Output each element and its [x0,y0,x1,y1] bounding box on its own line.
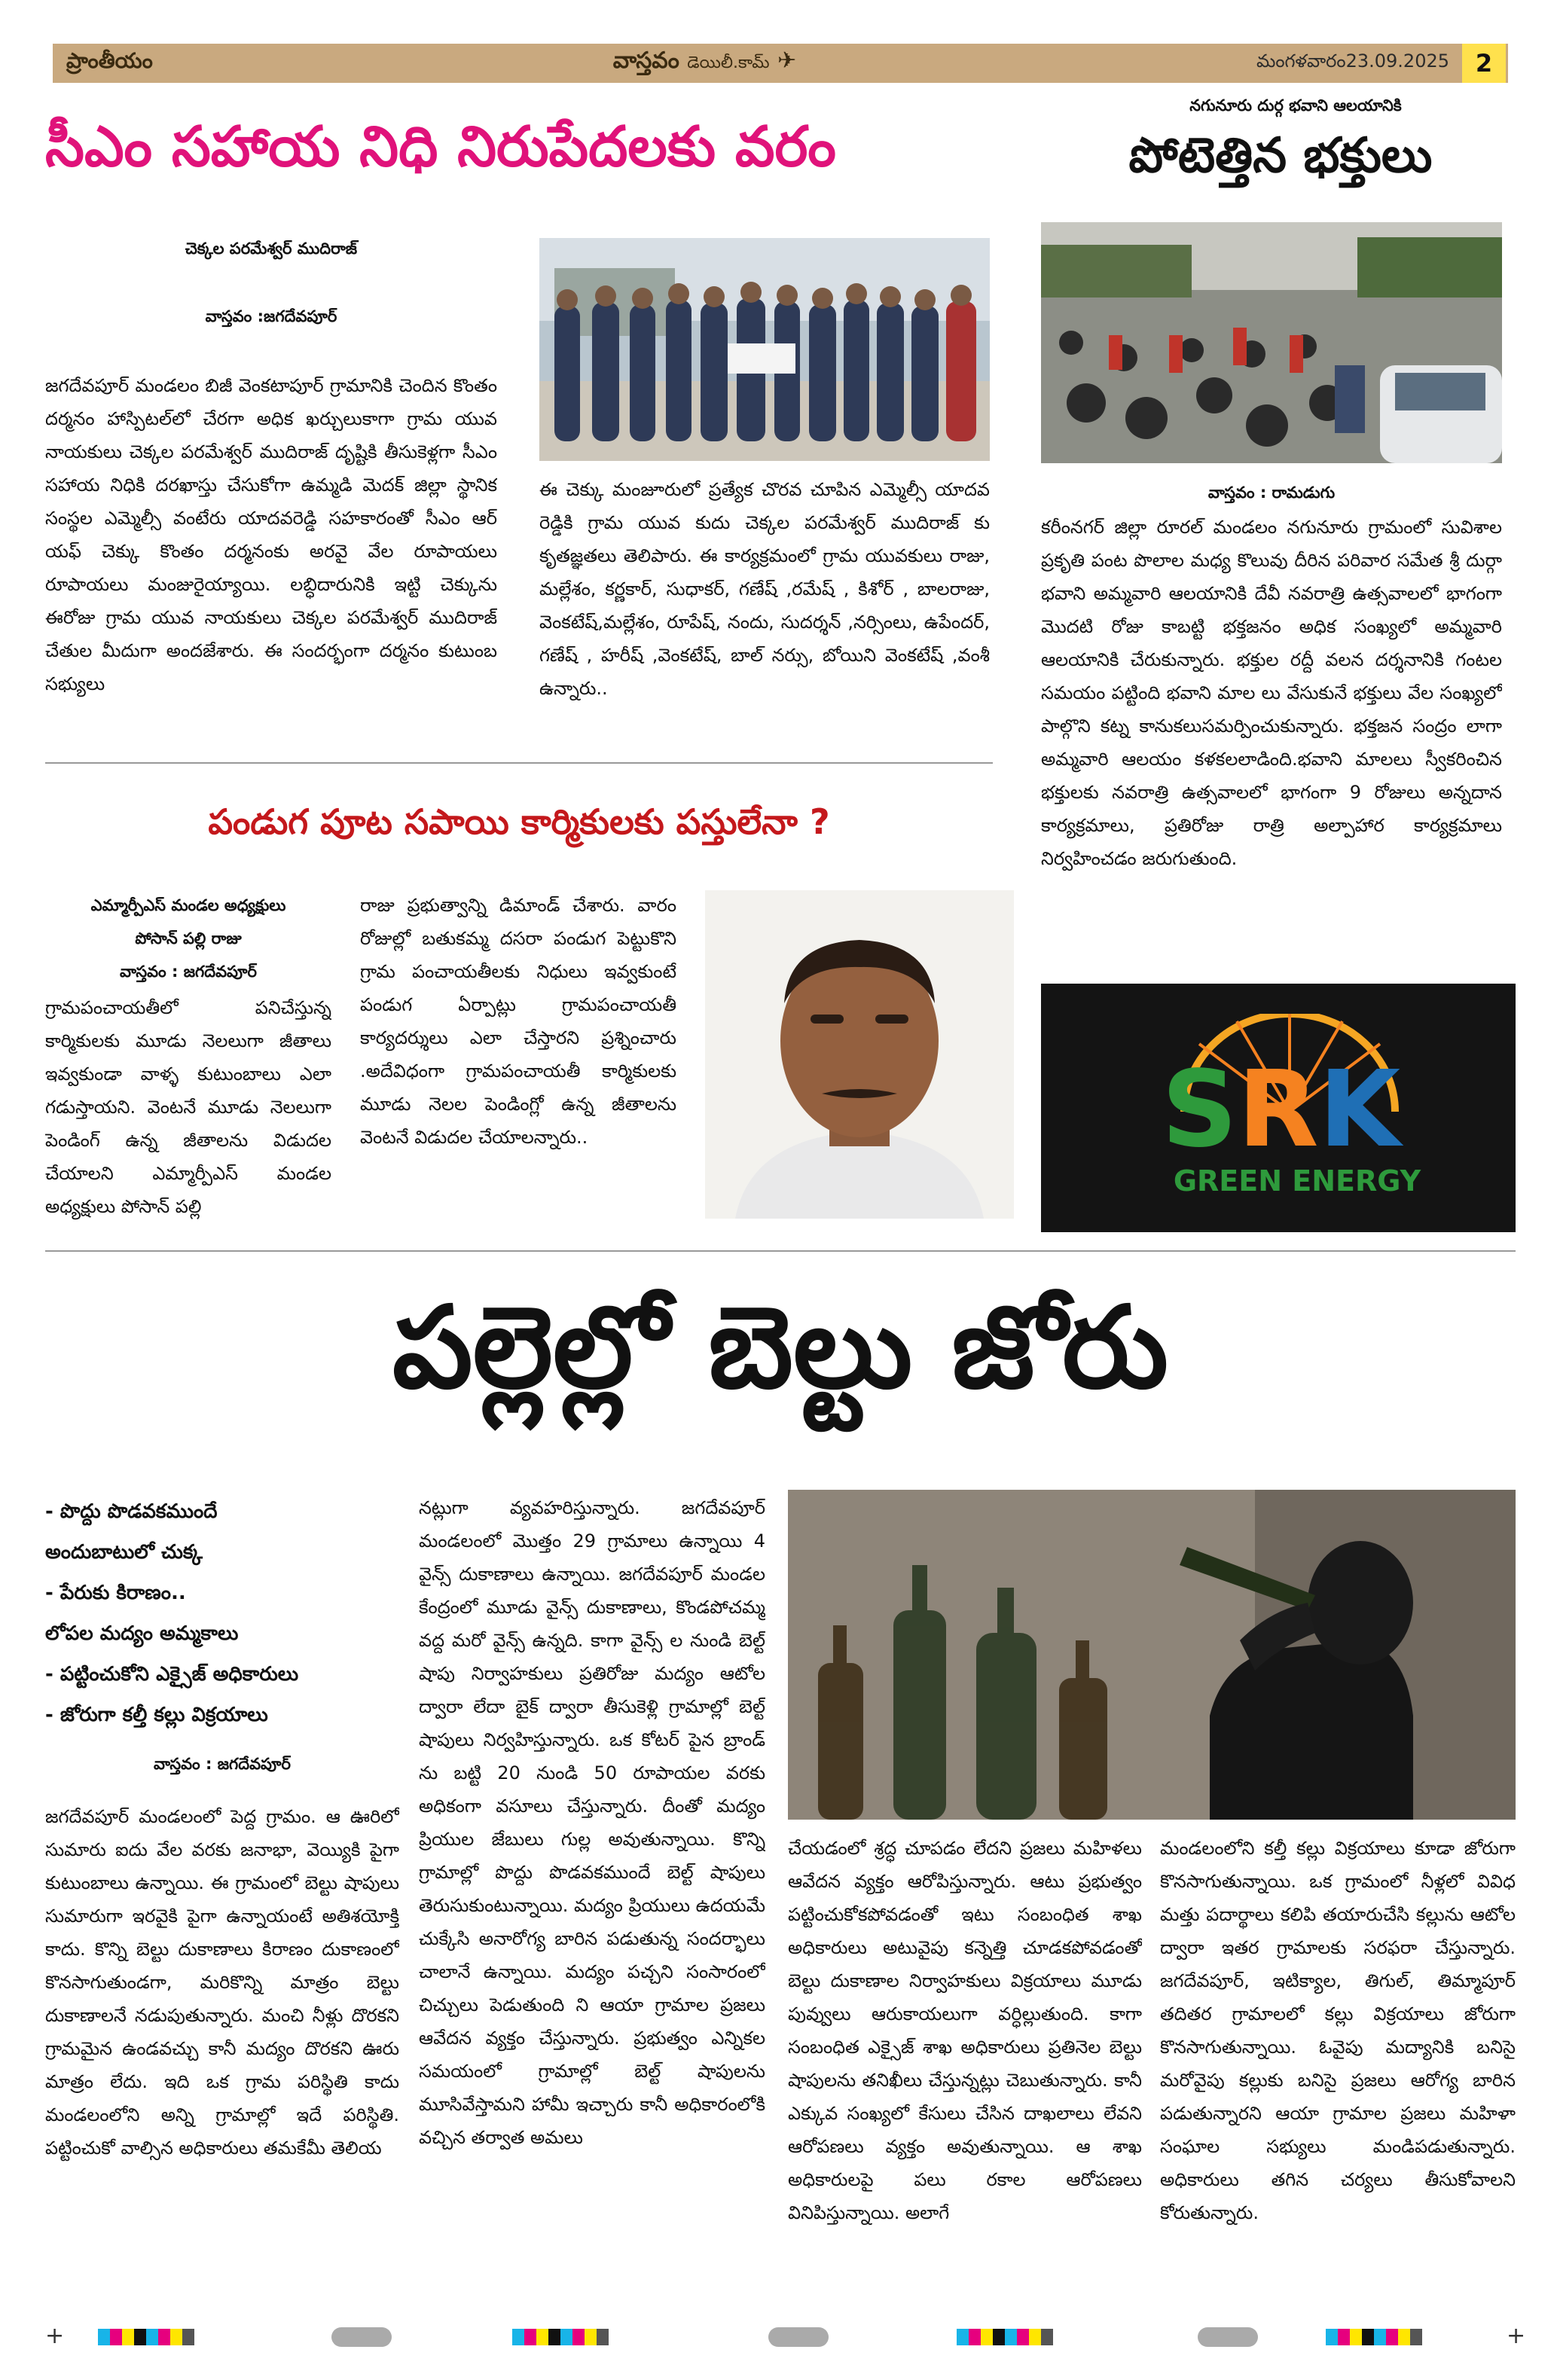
crosshair-icon: + [1507,2323,1526,2349]
highlight-item: లోపల మద్యం అమ్మకాలు [45,1622,239,1645]
story3-headline: పండుగ పూట సపాయి కార్మికులకు పస్తులేనా ? [208,801,830,842]
masthead-suffix: డెయిలీ.కామ్ [687,53,770,72]
story2-headline: పోటెత్తిన భక్తులు [1128,128,1433,184]
drinking-man-photo [788,1490,1516,1820]
story4-column-3: చేయడంలో శ్రద్ధ చూపడం లేదని ప్రజలు మహిళలు ఆవేదన వ్యక్తం ఆరోపిస్తున్నారు. ఆటు ప్రభుత్వం పట్టించుకోకపోవడంతో ఇటు సంబంధిత శాఖ అధికారులు అటువైపు కన్నెత్తి చూడకపోవడంతో బెల్టు దుకాణాల నిర్వాహకులు విక్రయాలు మూడు పువ్వులు ఆరుకాయలుగా వర్ధిల్లుతుంది. కాగా సంబంధిత ఎక్సైజ్ శాఖ అధికారులు ప్రతినెల బెల్టు షాపులను తనిఖీలు చేస్తున్నట్లు చెబుతున్నారు. కానీ ఎక్కువ సంఖ్యలో కేసులు చేసిన దాఖలాలు లేవని ఆరోపణలు వ్యక్తం అవుతున్నాయి. ఆ శాఖ అధికారులపై పలు రకాల ఆరోపణలు వినిపిస్తున్నాయి. అలాగే [788,1838,1142,2223]
registration-pill [768,2327,829,2347]
story2-kicker: నగునూరు దుర్గ భవాని ఆలయానికి [1189,96,1402,114]
highlight-item: - పట్టించుకోని ఎక్సైజ్ అధికారులు [45,1663,299,1686]
section-label: ప్రాంతీయం [66,48,153,73]
story1-headline: సీఎం సహాయ నిధి నిరుపేదలకు వరం [45,114,836,179]
group-photo [539,238,990,461]
highlight-item: - పేరుకు కిరాణం.. [45,1582,186,1604]
logo-letter-r: R [1237,1048,1319,1171]
masthead [613,47,796,79]
page-header-bar [53,44,1508,83]
masthead-title: వాస్తవం [612,47,679,74]
story1-byline: చెక్కల పరమేశ్వర్ ముదిరాజ్ [185,240,358,258]
story2-body: కరీంనగర్ జిల్లా రూరల్ మండలం నగునూరు గ్రామంలో సువిశాల ప్రకృతి పంట పొలాల మధ్య కొలువు దీరిన పరివార సమేత శ్రీ దుర్గా భవాని అమ్మవారి ఆలయానికి దేవీ నవరాత్రి ఉత్సవాలలో భాగంగా మొదటి రోజు కాబట్టి భక్తజనం అధిక సంఖ్యలో అమ్మవారి ఆలయానికి చేరుకున్నారు. భక్తుల రద్దీ వలన దర్శనానికి గంటల సమయం పట్టింది భవాని మాల లు వేసుకునే భక్తులు వేల సంఖ్యలో పాల్గొని కట్న కానుకలుసమర్పించుకున్నారు. భక్తజన సంద్రం లాగా అమ్మవారి ఆలయం కళకలలాడింది.భవాని మాలలు స్వీకరించిన భక్తులకు నవరాత్రి ఉత్సవాలలో భాగంగా 9 రోజులు అన్నదాన కార్యక్రమాలు, ప్రతిరోజు రాత్రి అల్పాహార కార్యక్రమాలు నిర్వహించడం జరుగుతుంది. [1041,517,1502,869]
portrait-photo [705,890,1014,1219]
story4-highlights [45,1491,399,1735]
story1-column-1: జగదేవపూర్ మండలం బిజీ వెంకటాపూర్ గ్రామానికి చెందిన కొంతం దర్మనం హాస్పిటల్‌లో చేరగా అధిక ఖర్చులుకాగా గ్రామ యువ నాయకులు చెక్కల పరమేశ్వర్ ముదిరాజ్ దృష్టికి తీసుకెళ్లగా సీఎం సహాయ నిధికి దరఖాస్తు చేసుకోగా ఉమ్మడి మెదక్ జిల్లా స్థానిక సంస్థల ఎమ్మెల్సీ వంటేరు యాదవరెడ్డి సహకారంతో సీఎం ఆర్ యఫ్ చెక్కు కొంతం దర్మనంకు అరవై వేల రూపాయలు రూపాయలు మంజురైయ్యాయి. లబ్ధిదారునికి ఇట్టి చెక్కును ఈరోజు గ్రామ యువ నాయకులు చెక్కల పరమేశ్వర్ ముదిరాజ్ చేతుల మీదుగా అందజేశారు. ఈ సందర్భంగా దర్మనం కుటుంబ సభ్యులు [45,375,497,694]
divider [45,1250,1516,1252]
ad-tagline: GREEN ENERGY [1173,1164,1421,1198]
highlight-item: - జోరుగా కల్తీ కల్లు విక్రయాలు [45,1704,268,1726]
story1-dateline: వాస్తవం :జగదేవపూర్ [205,307,337,325]
logo-letter-k: K [1318,1048,1401,1171]
registration-pill [1198,2327,1258,2347]
issue-date: మంగళవారం23.09.2025 [1256,50,1449,72]
print-registration-strip [0,2320,1557,2357]
color-bar [98,2329,194,2345]
story4-dateline: వాస్తవం : జగదేవపూర్ [154,1755,291,1773]
divider [45,762,993,764]
story4-column-4: మండలంలోని కల్తీ కల్లు విక్రయాలు కూడా జోరుగా కొనసాగుతున్నాయి. ఒక గ్రామంలో నీళ్లలో వివిధ మత్తు పదార్థాలు కలిపి తయారుచేసి కల్లును ఆటోల ద్వారా ఇతర గ్రామాలకు సరఫరా చేస్తున్నారు. జగదేవపూర్, ఇటిక్యాల, తిగుల్, తిమ్మాపూర్ తదితర గ్రామాలలో కల్లు విక్రయాలు జోరుగా కొనసాగుతున్నాయి. ఓవైపు మద్యానికి బనిసై మరోవైపు కల్లుకు బనిసై ప్రజలు ఆరోగ్య బారిన పడుతున్నారని ఆయా గ్రామాల ప్రజలు మహిళా సంఘాల సభ్యులు మండిపడుతున్నారు. అధికారులు తగిన చర్యలు తీసుకోవాలని కోరుతున్నారు. [1160,1838,1516,2223]
devotees-photo [1041,222,1502,463]
story3-dateline: వాస్తవం : జగదేవపూర్ [120,963,257,981]
srk-green-energy-ad [1041,984,1516,1232]
story1-column-2: ఈ చెక్కు మంజూరులో ప్రత్యేక చొరవ చూపిన ఎమ్మెల్సీ యాదవ రెడ్డికి గ్రామ యువ కుదు చెక్కల పరమేశ్వర్ ముదిరాజ్ కు కృతజ్ఞతలు తెలిపారు. ఈ కార్యక్రమంలో గ్రామ యువకులు రాజు, మల్లేశం, కర్ణకార్, సుధాకర్, గణేష్ ,రమేష్ , కిశోర్ , బాలరాజు, వెంకటేష్,మల్లేశం, రూపేష్, నందు, సుదర్శన్ ,నర్సింలు, ఉపేందర్, గణేష్ , హరీష్ ,వెంకటేష్, బాల్ నర్సు, బోయిని వెంకటేష్ ,వంశీ ఉన్నారు.. [539,479,990,699]
story4-column-2: నట్లుగా వ్యవహరిస్తున్నారు. జగదేవపూర్ మండలంలో మొత్తం 29 గ్రామాలు ఉన్నాయి 4 వైన్స్ దుకాణాలు ఉన్నాయి. జగదేవపూర్ మండల కేంద్రంలో మూడు వైన్స్ దుకాణాలు, కొండపోచమ్మ వద్ద మరో వైన్స్ ఉన్నది. కాగా వైన్స్ ల నుండి బెల్ట్ షాపు నిర్వాహకులు ప్రతిరోజు మద్యం ఆటోల ద్వారా లేదా బైక్ ద్వారా తీసుకెళ్లి గ్రామాల్లో బెల్ట్ షాపులు నిర్వహిస్తున్నారు. ఒక కోటర్ పైన బ్రాండ్ ను బట్టి 20 నుండి 50 రూపాయల వరకు అధికంగా వసూలు చేస్తున్నారు. దీంతో మద్యం ప్రియుల జేబులు గుల్ల అవుతున్నాయి. కొన్ని గ్రామాల్లో పొద్దు పొడవకముందే బెల్ట్ షాపులు తెరుసుకుంటున్నాయి. మద్యం ప్రియులు ఉదయమే చుక్కేసి అనారోగ్య బారిన పడుతున్న సందర్భాలు చాలానే ఉన్నాయి. మద్యం పచ్చని సంసారంలో చిచ్చులు పెడుతుంది ని ఆయా గ్రామాల ప్రజలు ఆవేదన వ్యక్తం చేస్తున్నారు. ప్రభుత్వం ఎన్నికల సమయంలో గ్రామాల్లో బెల్ట్ షాపులను మూసివేస్తామని హామీ ఇచ్చారు కానీ అధికారంలోకి వచ్చిన తర్వాత అమలు [419,1497,765,2148]
registration-pill [331,2327,392,2347]
color-bar [957,2329,1053,2345]
story3-byline-role: ఎమ్మార్పీఎస్ మండల అధ్యక్షులు [90,896,286,914]
highlight-item: అందుబాటులో చుక్క [45,1541,203,1564]
crosshair-icon: + [45,2323,65,2349]
logo-letter-s: S [1162,1048,1238,1171]
bird-icon: ✈ [777,47,797,74]
story3-byline-name: పోసాన్ పల్లి రాజు [135,929,242,947]
color-bar [1326,2329,1422,2345]
highlight-item: - పొద్దు పొడవకముందే [45,1500,218,1523]
story3-column-2: రాజు ప్రభుత్వాన్ని డిమాండ్ చేశారు. వారం రోజుల్లో బతుకమ్మ దసరా పండుగ పెట్టుకొని గ్రామ పంచాయతీలకు నిధులు ఇవ్వకుంటే పండుగ ఏర్పాట్లు గ్రామపంచాయతీ కార్యదర్శులు ఎలా చేస్తారని ప్రశ్నించారు .అదేవిధంగా గ్రామపంచాయతీ కార్మికులకు మూడు నెలల పెండింగ్లో ఉన్న జీతాలను వెంటనే విడుదల చేయాలన్నారు.. [360,895,676,1148]
ad-logo [1162,1048,1433,1171]
page-number: 2 [1462,44,1506,83]
story3-column-1: గ్రామపంచాయతీలో పనిచేస్తున్న కార్మికులకు మూడు నెలలుగా జీతాలు ఇవ్వకుండా వాళ్ళ కుటుంబాలు ఎలా గడుస్తాయని. వెంటనే మూడు నెలలుగా పెండింగ్ ఉన్న జీతాలను విడుదల చేయాలని ఎమ్మార్పీఎస్ మండల అధ్యక్షులు పోసాన్ పల్లి [45,997,331,1217]
story4-column-1: జగదేవపూర్ మండలంలో పెద్ద గ్రామం. ఆ ఊరిలో సుమారు ఐదు వేల వరకు జనాభా, వెయ్యికి పైగా కుటుంబాలు ఉన్నాయి. ఈ గ్రామంలో బెల్టు షాపులు సుమారుగా ఇరవైకి పైగా ఉన్నాయంటే అతిశయోక్తి కాదు. కొన్ని బెల్టు దుకాణాలు కిరాణం దుకాణంలో కొనసాగుతుండగా, మరికొన్ని మాత్రం బెల్టు దుకాణాలనే నడుపుతున్నారు. మంచి నీళ్లు దొరకని గ్రామమైన ఉండవచ్చు కానీ మద్యం దొరకని ఊరు మాత్రం లేదు. ఇది ఒక గ్రామ పరిస్థితి కాదు మండలంలోని అన్ని గ్రామాల్లో ఇదే పరిస్థితి. పట్టించుకో వాల్సిన అధికారులు తమకేమీ తెలియ [45,1806,399,2159]
story2-dateline: వాస్తవం : రామడుగు [1207,484,1336,502]
color-bar [512,2329,609,2345]
story4-headline: పల్లెల్లో బెల్టు జోరు [392,1283,1169,1414]
